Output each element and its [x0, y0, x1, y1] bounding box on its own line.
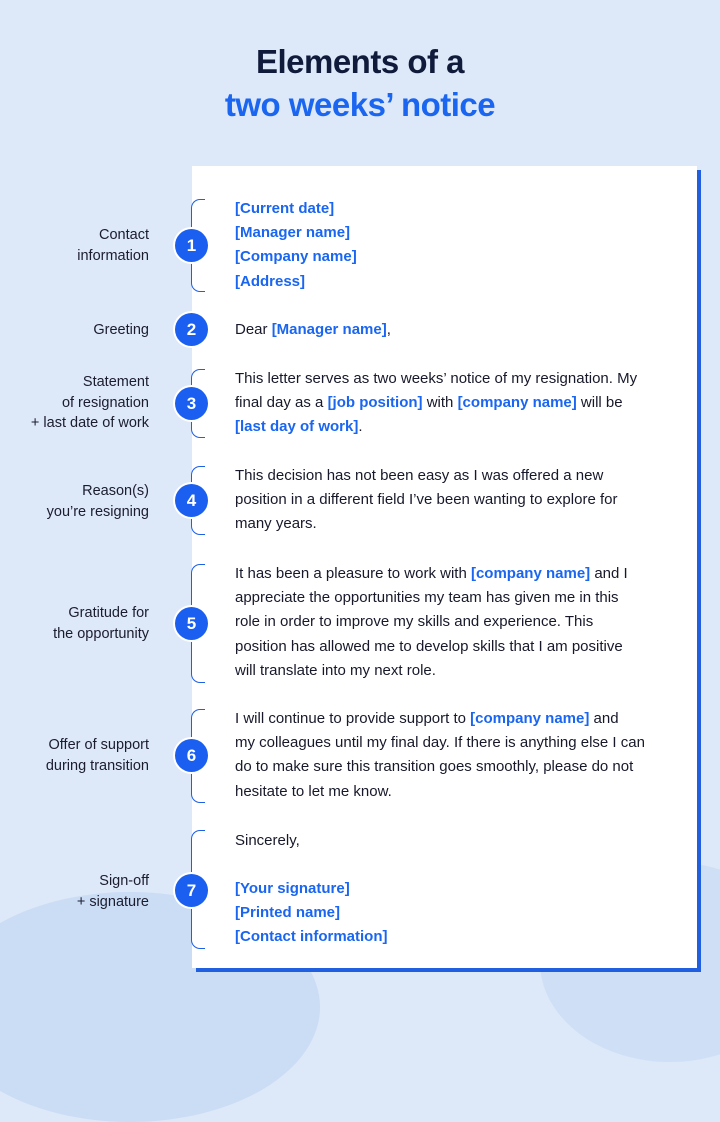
section-number-badge: 2	[175, 313, 208, 346]
section-label-gratitude: Gratitude for the opportunity	[53, 605, 149, 642]
section-number-badge: 3	[175, 387, 208, 420]
section-label-signoff: Sign-off + signature	[76, 873, 149, 910]
letter-greeting: Dear [Manager name],	[235, 321, 391, 338]
letter-contact-block: [Current date] [Manager name] [Company name] [Address]	[235, 200, 357, 290]
letter-reasons-paragraph: This decision has not been easy as I was offered a new position in a different field I’ve been wanting to explore for many years.	[235, 467, 618, 533]
section-number-badge: 4	[175, 484, 208, 517]
title-line-1: Elements of a	[255, 43, 465, 80]
section-number-badge: 7	[175, 874, 208, 907]
section-number-badge: 5	[175, 607, 208, 640]
section-label-contact: Contact information	[77, 227, 149, 264]
letter-signature-block: [Your signature] [Printed name] [Contact information]	[235, 880, 388, 946]
section-label-support: Offer of support during transition	[45, 737, 149, 774]
letter-closing: Sincerely,	[235, 832, 300, 849]
section-number-badge: 6	[175, 739, 208, 772]
letter-statement-paragraph: This letter serves as two weeks’ notice of my resignation. My final day as a [job position] with [company name] will be [last day of work].	[235, 370, 638, 436]
section-number-badge: 1	[175, 229, 208, 262]
title-line-2: two weeks’ notice	[224, 86, 496, 123]
section-label-greeting: Greeting	[93, 322, 149, 338]
letter-gratitude-paragraph: It has been a pleasure to work with [company name] and I appreciate the opportunities my team has given me in this role in order to improve my skills and experience. This position has allowed me to develop skills that I am positive will translate into my next role.	[235, 565, 628, 679]
section-label-reasons: Reason(s) you’re resigning	[46, 483, 149, 520]
letter-support-paragraph: I will continue to provide support to [company name] and my colleagues until my final day. If there is anything else I can do to make sure this transition goes smoothly, please do not hesitate to let me know.	[235, 710, 645, 800]
section-label-statement: Statement of resignation + last date of work	[30, 374, 149, 431]
